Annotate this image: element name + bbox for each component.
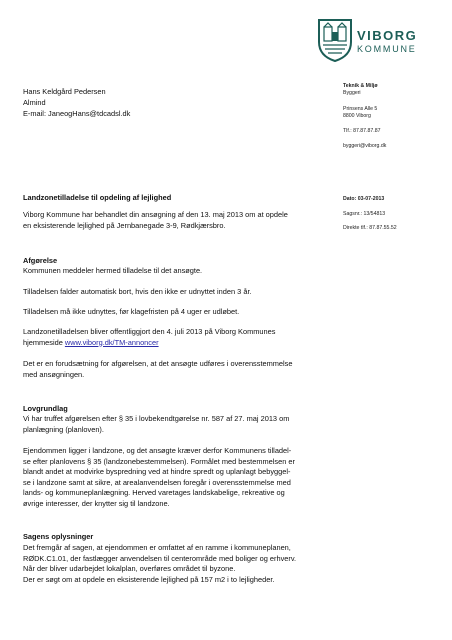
text-line: Det fremgår af sagen, at ejendommen er omfattet af en ramme i kommuneplanen, [23, 543, 291, 552]
direct-phone: Direkte tlf.: 87.87.55.52 [343, 225, 397, 231]
sender-street: Prinsens Alle 5 [343, 106, 378, 112]
sender-phone: Tlf.: 87.87.87.87 [343, 128, 381, 134]
letter-subject: Landzonetilladelse til opdeling af lejlighed [23, 193, 172, 202]
sender-address [343, 106, 377, 120]
logo-text-viborg: VIBORG [357, 28, 418, 43]
sender-department: Teknik & Miljø [343, 83, 378, 89]
heading-sagens-oplysninger: Sagens oplysninger [23, 532, 94, 541]
text-line: se i landzone samt at sikre, at arealanvendelsen foregår i overensstemmelse med [23, 477, 291, 487]
text-line: en eksisterende lejlighed på Jernbanegade 3-9, Rødkjærsbro. [23, 220, 226, 230]
recipient-street: Almind [23, 98, 46, 108]
recipient-address [23, 86, 130, 120]
heading-lovgrundlag: Lovgrundlag [23, 404, 68, 413]
afgorelse-line-2: Tilladelsen falder automatisk bort, hvis den ikke er udnyttet inden 3 år. [23, 287, 252, 296]
text-line: lands- og kommuneplanlægning. Herved varetages landskabelige, rekreative og [23, 488, 285, 498]
afgorelse-line-1: Kommunen meddeler hermed tilladelse til det ansøgte. [23, 266, 203, 275]
announcements-link[interactable]: www.viborg.dk/TM-annoncer [64, 337, 159, 347]
case-number: Sagsnr.: 13/54813 [343, 211, 386, 217]
text-line: hjemmeside [23, 337, 65, 347]
text-line: øvrige interesser, der knytter sig til landzone. [23, 498, 170, 508]
sender-email: byggeri@viborg.dk [343, 143, 387, 149]
text-line: Der er søgt om at opdele en eksisterende lejlighed på 157 m2 i to lejligheder. [23, 574, 275, 584]
text-line: Landzonetilladelsen bliver offentliggjort den 4. juli 2013 på Viborg Kommunes [23, 327, 276, 336]
intro-paragraph [23, 210, 341, 231]
viborg-kommune-logo [317, 18, 427, 64]
text-line: Det er en forudsætning for afgørelsen, at det ansøgte udføres i overensstemmelse [23, 359, 293, 368]
sender-unit: Byggeri [343, 89, 361, 96]
sender-city: 8800 Viborg [343, 112, 371, 119]
recipient-email: E-mail: JaneogHans@tdcadsl.dk [23, 109, 131, 119]
text-line: Viborg Kommune har behandlet din ansøgning af den 13. maj 2013 om at opdele [23, 210, 288, 219]
lovgrundlag-paragraph-2 [23, 446, 341, 510]
sender-block [343, 83, 378, 97]
text-line: Vi har truffet afgørelsen efter § 35 i lovbekendtgørelse nr. 587 af 27. maj 2013 om [23, 414, 290, 423]
publication-paragraph [23, 327, 341, 348]
heading-afgorelse: Afgørelse [23, 256, 58, 265]
text-line: Ejendommen ligger i landzone, og det ansøgte kræver derfor Kommunens tilladel- [23, 446, 292, 455]
text-line: Når der bliver udarbejdet lokalplan, overføres området til byzone. [23, 564, 236, 574]
recipient-name: Hans Keldgård Pedersen [23, 87, 106, 96]
letter-date: Dato: 03-07-2013 [343, 196, 385, 202]
condition-paragraph [23, 359, 341, 380]
afgorelse-line-3: Tilladelsen må ikke udnyttes, før klagefristen på 4 uger er udløbet. [23, 307, 240, 316]
text-line: RØDK.C1.01, der fastlægger anvendelsen til centerområde med boliger og erhverv. [23, 553, 297, 563]
text-line: planlægning (planloven). [23, 424, 104, 434]
logo-text-kommune: KOMMUNE [357, 44, 417, 54]
sagens-paragraph [23, 543, 341, 585]
coat-of-arms-icon [317, 18, 353, 62]
lovgrundlag-paragraph-1 [23, 414, 341, 435]
text-line: blandt andet at modvirke byspredning ved at hindre spredt og uplanlagt bebyggel- [23, 467, 291, 477]
text-line: se efter planlovens § 35 (landzonebestemmelsen). Formålet med bestemmelsen er [23, 456, 295, 466]
text-line: med ansøgningen. [23, 369, 85, 379]
